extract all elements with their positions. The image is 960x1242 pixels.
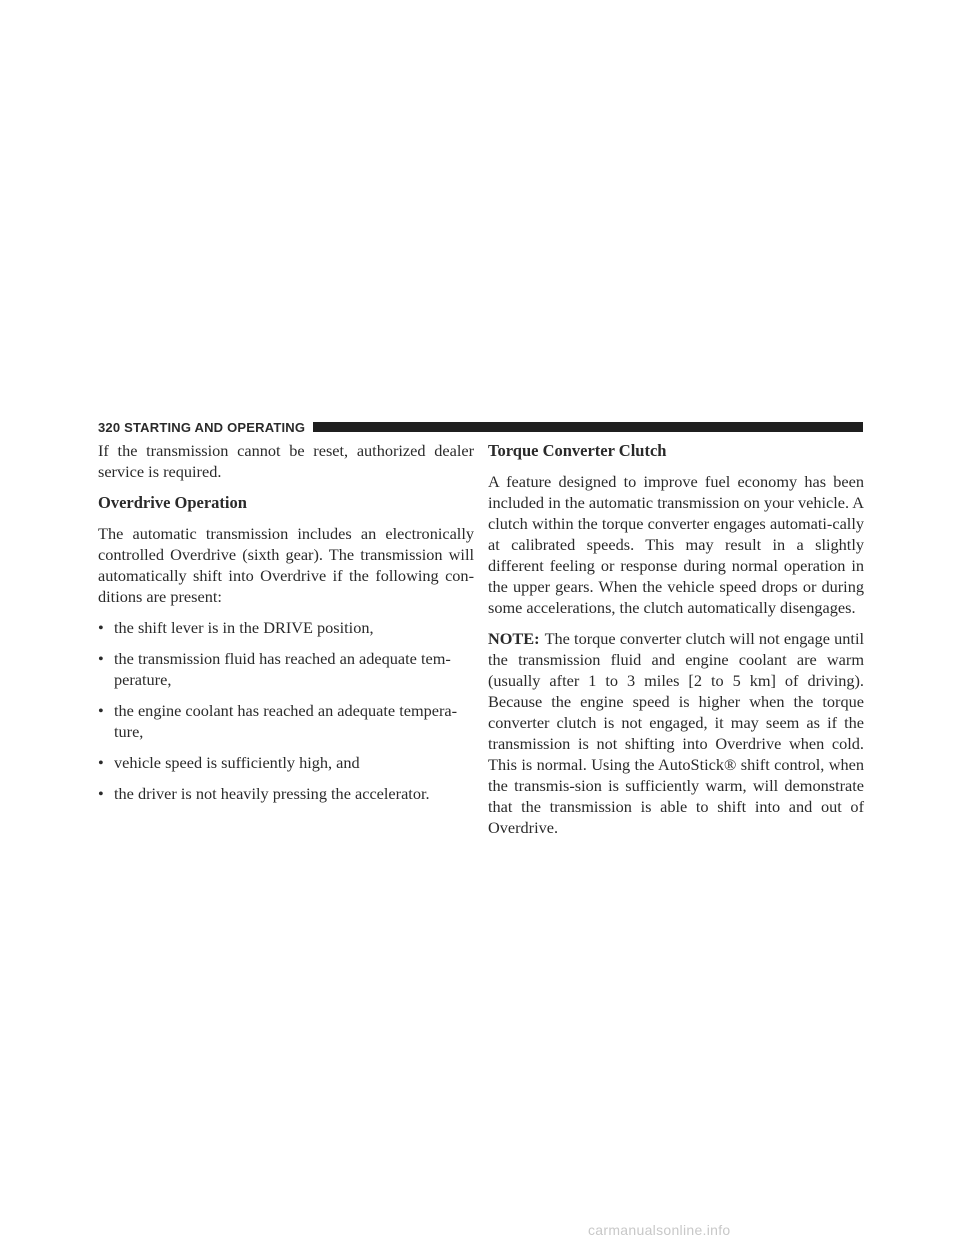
list-item [98, 752, 474, 773]
bullet-icon: • [98, 618, 104, 637]
site-watermark: carmanualsonline.info [588, 1222, 731, 1238]
list-item [98, 783, 474, 804]
overdrive-body-paragraph: The automatic transmission includes an electronically controlled Overdrive (sixth gear). The transmission will automatically shift into Overdrive if the following con-ditions are present: [98, 524, 474, 606]
note-label: NOTE: [488, 629, 540, 648]
list-item [98, 700, 474, 742]
bullet-icon: • [98, 784, 104, 803]
note-paragraph [488, 628, 864, 838]
note-text: The torque converter clutch will not engage until the transmission fluid and engine coolant are warm (usually after 1 to 3 miles [2 to 5 km] of driving). Because the engine speed is higher when the torque converter clutch is not engaged, it may seem as if the transmission is not shifting into Overdrive when cold. This is normal. Using the AutoStick® shift control, when the transmis-sion is sufficiently warm, will demonstrate that the transmission is able to shift into and out of Overdrive. [488, 629, 864, 837]
right-column [488, 440, 864, 838]
section-heading-torque-converter: Torque Converter Clutch [488, 441, 667, 460]
list-item-text: the engine coolant has reached an adequate tempera-ture, [114, 701, 458, 741]
overdrive-conditions-list [98, 617, 474, 804]
page-number-section-title: 320 STARTING AND OPERATING [98, 419, 306, 435]
bullet-icon: • [98, 649, 104, 668]
list-item-text: the driver is not heavily pressing the accelerator. [114, 784, 430, 803]
torque-converter-body-paragraph: A feature designed to improve fuel economy has been included in the automatic transmission on your vehicle. A clutch within the torque converter engages automati-cally at calibrated speeds. This may result in a slightly different feeling or response during normal operation in the upper gears. When the vehicle speed drops or during some accelerations, the clutch automatically disengages. [488, 472, 864, 617]
list-item [98, 648, 474, 690]
bullet-icon: • [98, 701, 104, 720]
intro-paragraph: If the transmission cannot be reset, authorized dealer service is required. [98, 441, 474, 481]
list-item-text: the shift lever is in the DRIVE position, [114, 618, 374, 637]
header-rule-bar [313, 422, 863, 432]
bullet-icon: • [98, 753, 104, 772]
section-heading-overdrive: Overdrive Operation [98, 493, 247, 512]
list-item [98, 617, 474, 638]
list-item-text: the transmission fluid has reached an adequate tem-perature, [114, 649, 451, 689]
list-item-text: vehicle speed is sufficiently high, and [114, 753, 360, 772]
left-column [98, 440, 474, 814]
page-header [98, 419, 863, 435]
